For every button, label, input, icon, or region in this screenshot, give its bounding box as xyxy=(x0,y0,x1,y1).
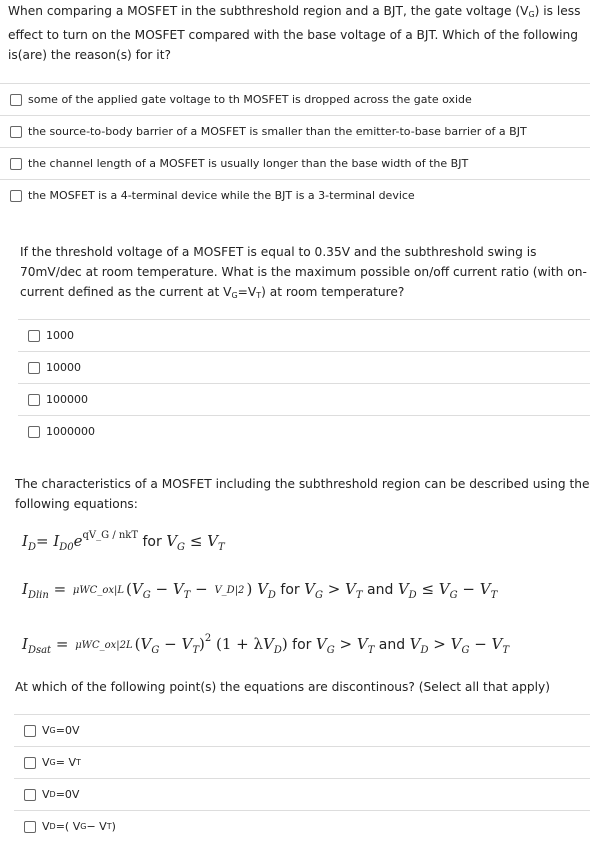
question-1-options xyxy=(0,83,590,211)
option-label: the MOSFET is a 4-terminal device while the BJT is a 3-terminal device xyxy=(28,189,415,202)
equation-term: = xyxy=(35,532,49,550)
equation-term: G xyxy=(177,542,186,553)
equation-term: T xyxy=(192,645,199,656)
equation-term: D xyxy=(267,590,276,601)
equation-term: = xyxy=(51,635,74,653)
option-subscript: D xyxy=(49,822,56,831)
equation-term: − xyxy=(469,635,492,653)
fraction: μWC_ox|L xyxy=(72,584,125,596)
equation-term: V xyxy=(356,635,368,653)
option-label: some of the applied gate voltage to th MOSFET is dropped across the gate oxide xyxy=(28,93,472,106)
option-label: the channel length of a MOSFET is usually longer than the base width of the BJT xyxy=(28,157,469,170)
equation-term: for xyxy=(287,637,316,653)
question-3-intro: The characteristics of a MOSFET including the subthreshold region can be described using the following equations: xyxy=(15,477,590,511)
option-label: the source-to-body barrier of a MOSFET is smaller than the emitter-to-base barrier of a BJT xyxy=(28,125,527,138)
equation-term: V xyxy=(409,635,421,653)
equation-term: Dlin xyxy=(27,590,49,601)
equation-term: − xyxy=(159,635,182,653)
question-1-text xyxy=(8,1,594,65)
option-label: = V xyxy=(55,756,76,769)
option-label: 100000 xyxy=(46,393,88,406)
checkbox[interactable] xyxy=(24,789,36,801)
option-subscript: T xyxy=(106,822,112,831)
equation-term: ) xyxy=(281,635,288,653)
answer-option[interactable] xyxy=(0,179,590,211)
equation-term: (1 + λ xyxy=(211,635,263,653)
equation-term: ) xyxy=(246,580,258,598)
equation-term: T xyxy=(355,590,363,601)
checkbox[interactable] xyxy=(10,126,22,138)
question-2-options xyxy=(18,319,590,447)
equation-term: Dsat xyxy=(27,645,52,656)
equation-term: D xyxy=(273,645,282,656)
question-2-text xyxy=(20,242,594,306)
equation-term: > xyxy=(334,635,357,653)
checkbox[interactable] xyxy=(24,757,36,769)
equation-term: D xyxy=(420,645,429,656)
equation-term: V xyxy=(257,580,268,598)
equation-term: and xyxy=(374,637,410,653)
q2-sub1: G xyxy=(231,291,238,300)
answer-option[interactable] xyxy=(18,383,590,415)
option-label: =( V xyxy=(55,820,81,833)
checkbox[interactable] xyxy=(28,362,40,374)
option-subscript: T xyxy=(75,758,81,767)
equation-term: − xyxy=(150,580,173,598)
answer-option[interactable] xyxy=(14,810,590,842)
equation-term: qV_G / nkT xyxy=(82,530,139,541)
q1-text-a: When comparing a MOSFET in the subthreshold region and a BJT, the gate voltage (V xyxy=(8,4,529,18)
checkbox[interactable] xyxy=(10,94,22,106)
equation-term: and xyxy=(362,582,398,598)
equation-term: G xyxy=(151,645,160,656)
equation-term: V xyxy=(345,580,356,598)
q1-text-b: ) is less effect to turn on the MOSFET compared with the base voltage of a BJT. Which of the following is(are) the reason(s) for it? xyxy=(8,4,581,62)
equation-3 xyxy=(22,633,509,656)
option-label: V xyxy=(42,788,50,801)
equation-term: D0 xyxy=(59,542,74,553)
equation-term: > xyxy=(428,635,451,653)
equation-term: I xyxy=(22,532,28,550)
equation-term: T xyxy=(502,645,510,656)
equation-term: V xyxy=(304,580,315,598)
checkbox[interactable] xyxy=(10,158,22,170)
equation-term: G xyxy=(449,590,458,601)
equation-term: = xyxy=(48,580,71,598)
fraction: μWC_ox|2L xyxy=(75,639,133,651)
equation-term: V xyxy=(491,635,503,653)
equation-term: D xyxy=(408,590,417,601)
equation-term: I xyxy=(22,635,28,653)
equation-2 xyxy=(22,580,497,601)
answer-option[interactable] xyxy=(18,415,590,447)
option-label: 1000 xyxy=(46,329,74,342)
option-label: =0V xyxy=(55,788,80,801)
checkbox[interactable] xyxy=(24,725,36,737)
answer-option[interactable] xyxy=(0,83,590,115)
option-label: 1000000 xyxy=(46,425,95,438)
equation-term: G xyxy=(142,590,151,601)
equation-term: V xyxy=(181,635,193,653)
equation-term: I xyxy=(48,532,60,550)
equation-term: D xyxy=(27,542,36,553)
question-3-prompt: At which of the following point(s) the equations are discontinous? (Select all that apply) xyxy=(15,680,550,694)
equation-term: for xyxy=(138,534,167,550)
equation-term: − xyxy=(457,580,480,598)
equation-term: V xyxy=(207,532,218,550)
equation-term: > xyxy=(322,580,346,598)
equation-term: ≤ xyxy=(185,532,208,550)
equation-term: V xyxy=(479,580,491,598)
option-label: V xyxy=(42,820,50,833)
equation-term: V xyxy=(140,635,152,653)
equation-term: − xyxy=(190,580,213,598)
equation-term: V xyxy=(263,635,274,653)
option-label: V xyxy=(42,724,50,737)
answer-option[interactable] xyxy=(18,319,590,351)
equation-term: ( xyxy=(126,580,132,598)
equation-term: G xyxy=(326,645,335,656)
answer-option[interactable] xyxy=(14,714,590,746)
option-label: ) xyxy=(111,820,116,833)
equation-term: V xyxy=(131,580,143,598)
answer-option[interactable] xyxy=(14,746,590,778)
q2-sub2: T xyxy=(256,291,262,300)
equation-term: for xyxy=(275,582,305,598)
checkbox[interactable] xyxy=(28,394,40,406)
equation-term: V xyxy=(315,635,327,653)
equation-1 xyxy=(22,530,225,553)
question-3-options xyxy=(14,714,590,842)
equation-term: V xyxy=(450,635,462,653)
checkbox[interactable] xyxy=(24,821,36,833)
equation-term: V xyxy=(438,580,450,598)
option-label: =0V xyxy=(55,724,80,737)
equation-term: T xyxy=(218,542,225,553)
answer-option[interactable] xyxy=(14,778,590,810)
equation-term: G xyxy=(314,590,323,601)
answer-option[interactable] xyxy=(18,351,590,383)
equation-term: I xyxy=(22,580,28,598)
checkbox[interactable] xyxy=(10,190,22,202)
q2-text-b: ) at room temperature? xyxy=(261,285,405,299)
equation-term: V xyxy=(166,532,178,550)
equation-term: ( xyxy=(134,635,141,653)
equation-term: V xyxy=(172,580,184,598)
equation-term: ≤ xyxy=(416,580,439,598)
answer-option[interactable] xyxy=(0,147,590,179)
checkbox[interactable] xyxy=(28,330,40,342)
equation-term: 2 xyxy=(204,633,212,644)
q2-text-a: If the threshold voltage of a MOSFET is equal to 0.35V and the subthreshold swing is 70mV/dec at room temperature. What is the maximum possible on/off current ratio (with on-current defined as the current at V xyxy=(20,245,587,299)
checkbox[interactable] xyxy=(28,426,40,438)
option-subscript: G xyxy=(49,758,56,767)
option-label: 10000 xyxy=(46,361,81,374)
option-subscript: G xyxy=(49,726,56,735)
equation-term: T xyxy=(490,590,498,601)
option-subscript: D xyxy=(49,790,56,799)
equation-term: V xyxy=(397,580,409,598)
equation-term: ) xyxy=(198,635,205,653)
equation-term: e xyxy=(73,532,83,550)
option-subscript: G xyxy=(80,822,87,831)
equation-term: T xyxy=(183,590,191,601)
q2-mid: =V xyxy=(237,285,257,299)
equation-term: T xyxy=(367,645,375,656)
answer-option[interactable] xyxy=(0,115,590,147)
option-label: − V xyxy=(86,820,107,833)
q1-sub: G xyxy=(528,10,535,19)
fraction: V_D|2 xyxy=(214,584,245,596)
equation-term: G xyxy=(461,645,470,656)
option-label: V xyxy=(42,756,50,769)
